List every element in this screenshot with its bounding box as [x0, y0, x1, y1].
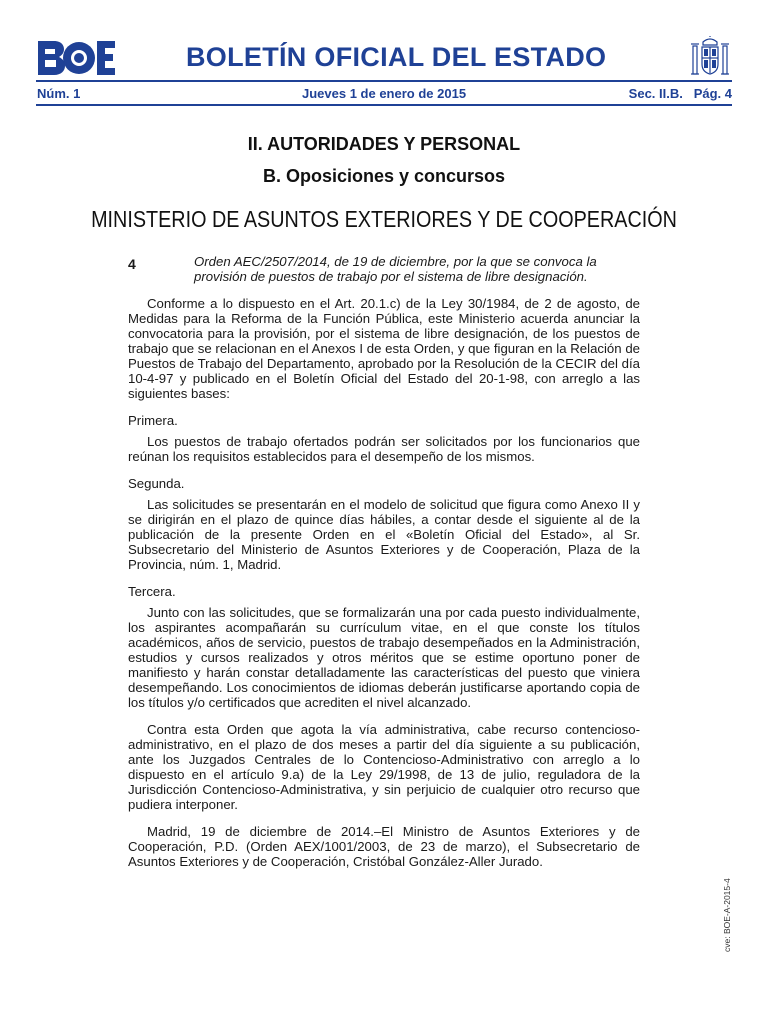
ministry-name: MINISTERIO DE ASUNTOS EXTERIORES Y DE COOPERACIÓN: [91, 206, 677, 232]
heading-primera: Primera.: [128, 413, 178, 428]
appeal-paragraph: Contra esta Orden que agota la vía administrativa, cabe recurso contencioso-administrativo, en el plazo de dos meses a partir del día siguiente a su publicación, ante los Juzgados Centrales de lo Contencioso-Administrativo con arreglo a lo dispuesto en el artículo 9.a) de la Ley 29/1998, de 13 de julio, reguladora de la Jurisdicción Contencioso-Administrativa, y sin perjuicio de cualquier otro recurso que pudiera interponer.: [128, 722, 640, 812]
heading-tercera: Tercera.: [128, 584, 176, 599]
issue-date: Jueves 1 de enero de 2015: [302, 86, 467, 101]
intro-paragraph: Conforme a lo dispuesto en el Art. 20.1.c) de la Ley 30/1984, de 2 de agosto, de Medidas para la Reforma de la Función Pública, este Ministerio acuerda anunciar la convocatoria para la provisión, por el sistema de libre designación, de los puestos de trabajo que se relacionan en el Anexos I de esta Orden, y que figuran en la Relación de Puestos de Trabajo del Departamento, aprobado por la Resolución de la CECIR del día 10-4-97 y publicado en el Boletín Oficial del Estado del 20-1-98, con arreglo a las siguientes bases:: [128, 296, 640, 401]
document-body: [128, 296, 640, 875]
coat-of-arms-icon: [688, 36, 732, 80]
paragraph-segunda: Las solicitudes se presentarán en el modelo de solicitud que figura como Anexo II y se dirigirán en el plazo de quince días hábiles, a contar desde el siguiente al de la publicación de la presente Orden en el «Boletín Oficial del Estado», al Sr. Subsecretario del Ministerio de Asuntos Exteriores y de Cooperación, Plaza de la Provincia, núm. 1, Madrid.: [128, 497, 640, 572]
section-page: Sec. II.B. Pág. 4: [628, 86, 732, 101]
header-rule-top: [36, 80, 732, 82]
signature-paragraph: Madrid, 19 de diciembre de 2014.–El Ministro de Asuntos Exteriores y de Cooperación, P.D. (Orden AEX/1001/2003, de 23 de marzo), el Subsecretario de Asuntos Exteriores y de Cooperación, Cristóbal González-Aller Jurado.: [128, 824, 640, 869]
cve-identifier: cve: BOE-A-2015-4: [722, 878, 732, 952]
paragraph-primera: Los puestos de trabajo ofertados podrán ser solicitados por los funcionarios que reúnan los requisitos establecidos para el desempeño de los mismos.: [128, 434, 640, 464]
subsection-title: B. Oposiciones y concursos: [262, 166, 506, 186]
header-rule-bottom: [36, 104, 732, 106]
document-number: 4: [128, 256, 136, 272]
section-title: II. AUTORIDADES Y PERSONAL: [247, 134, 521, 154]
heading-segunda: Segunda.: [128, 476, 185, 491]
document-title: Orden AEC/2507/2014, de 19 de diciembre, por la que se convoca la provisión de puestos de trabajo por el sistema de libre designación.: [194, 254, 597, 284]
boe-logo-icon: [36, 40, 116, 76]
paragraph-tercera: Junto con las solicitudes, que se formalizarán una por cada puesto individualmente, los aspirantes acompañarán su currículum vitae, en el que conste los títulos académicos, años de servicio, puestos de trabajo desempeñados en la Administración, estudios y cursos realizados y otros méritos que se estime oportuno poner de manifiesto y harán constar detalladamente las características del puesto que viniera desempeñando. Los conocimientos de idiomas deberán justificarse aportando copia de los títulos y/o certificados que acrediten el nivel alcanzado.: [128, 605, 640, 710]
masthead-title: BOLETÍN OFICIAL DEL ESTADO: [186, 42, 607, 72]
issue-number: Núm. 1: [37, 86, 81, 101]
